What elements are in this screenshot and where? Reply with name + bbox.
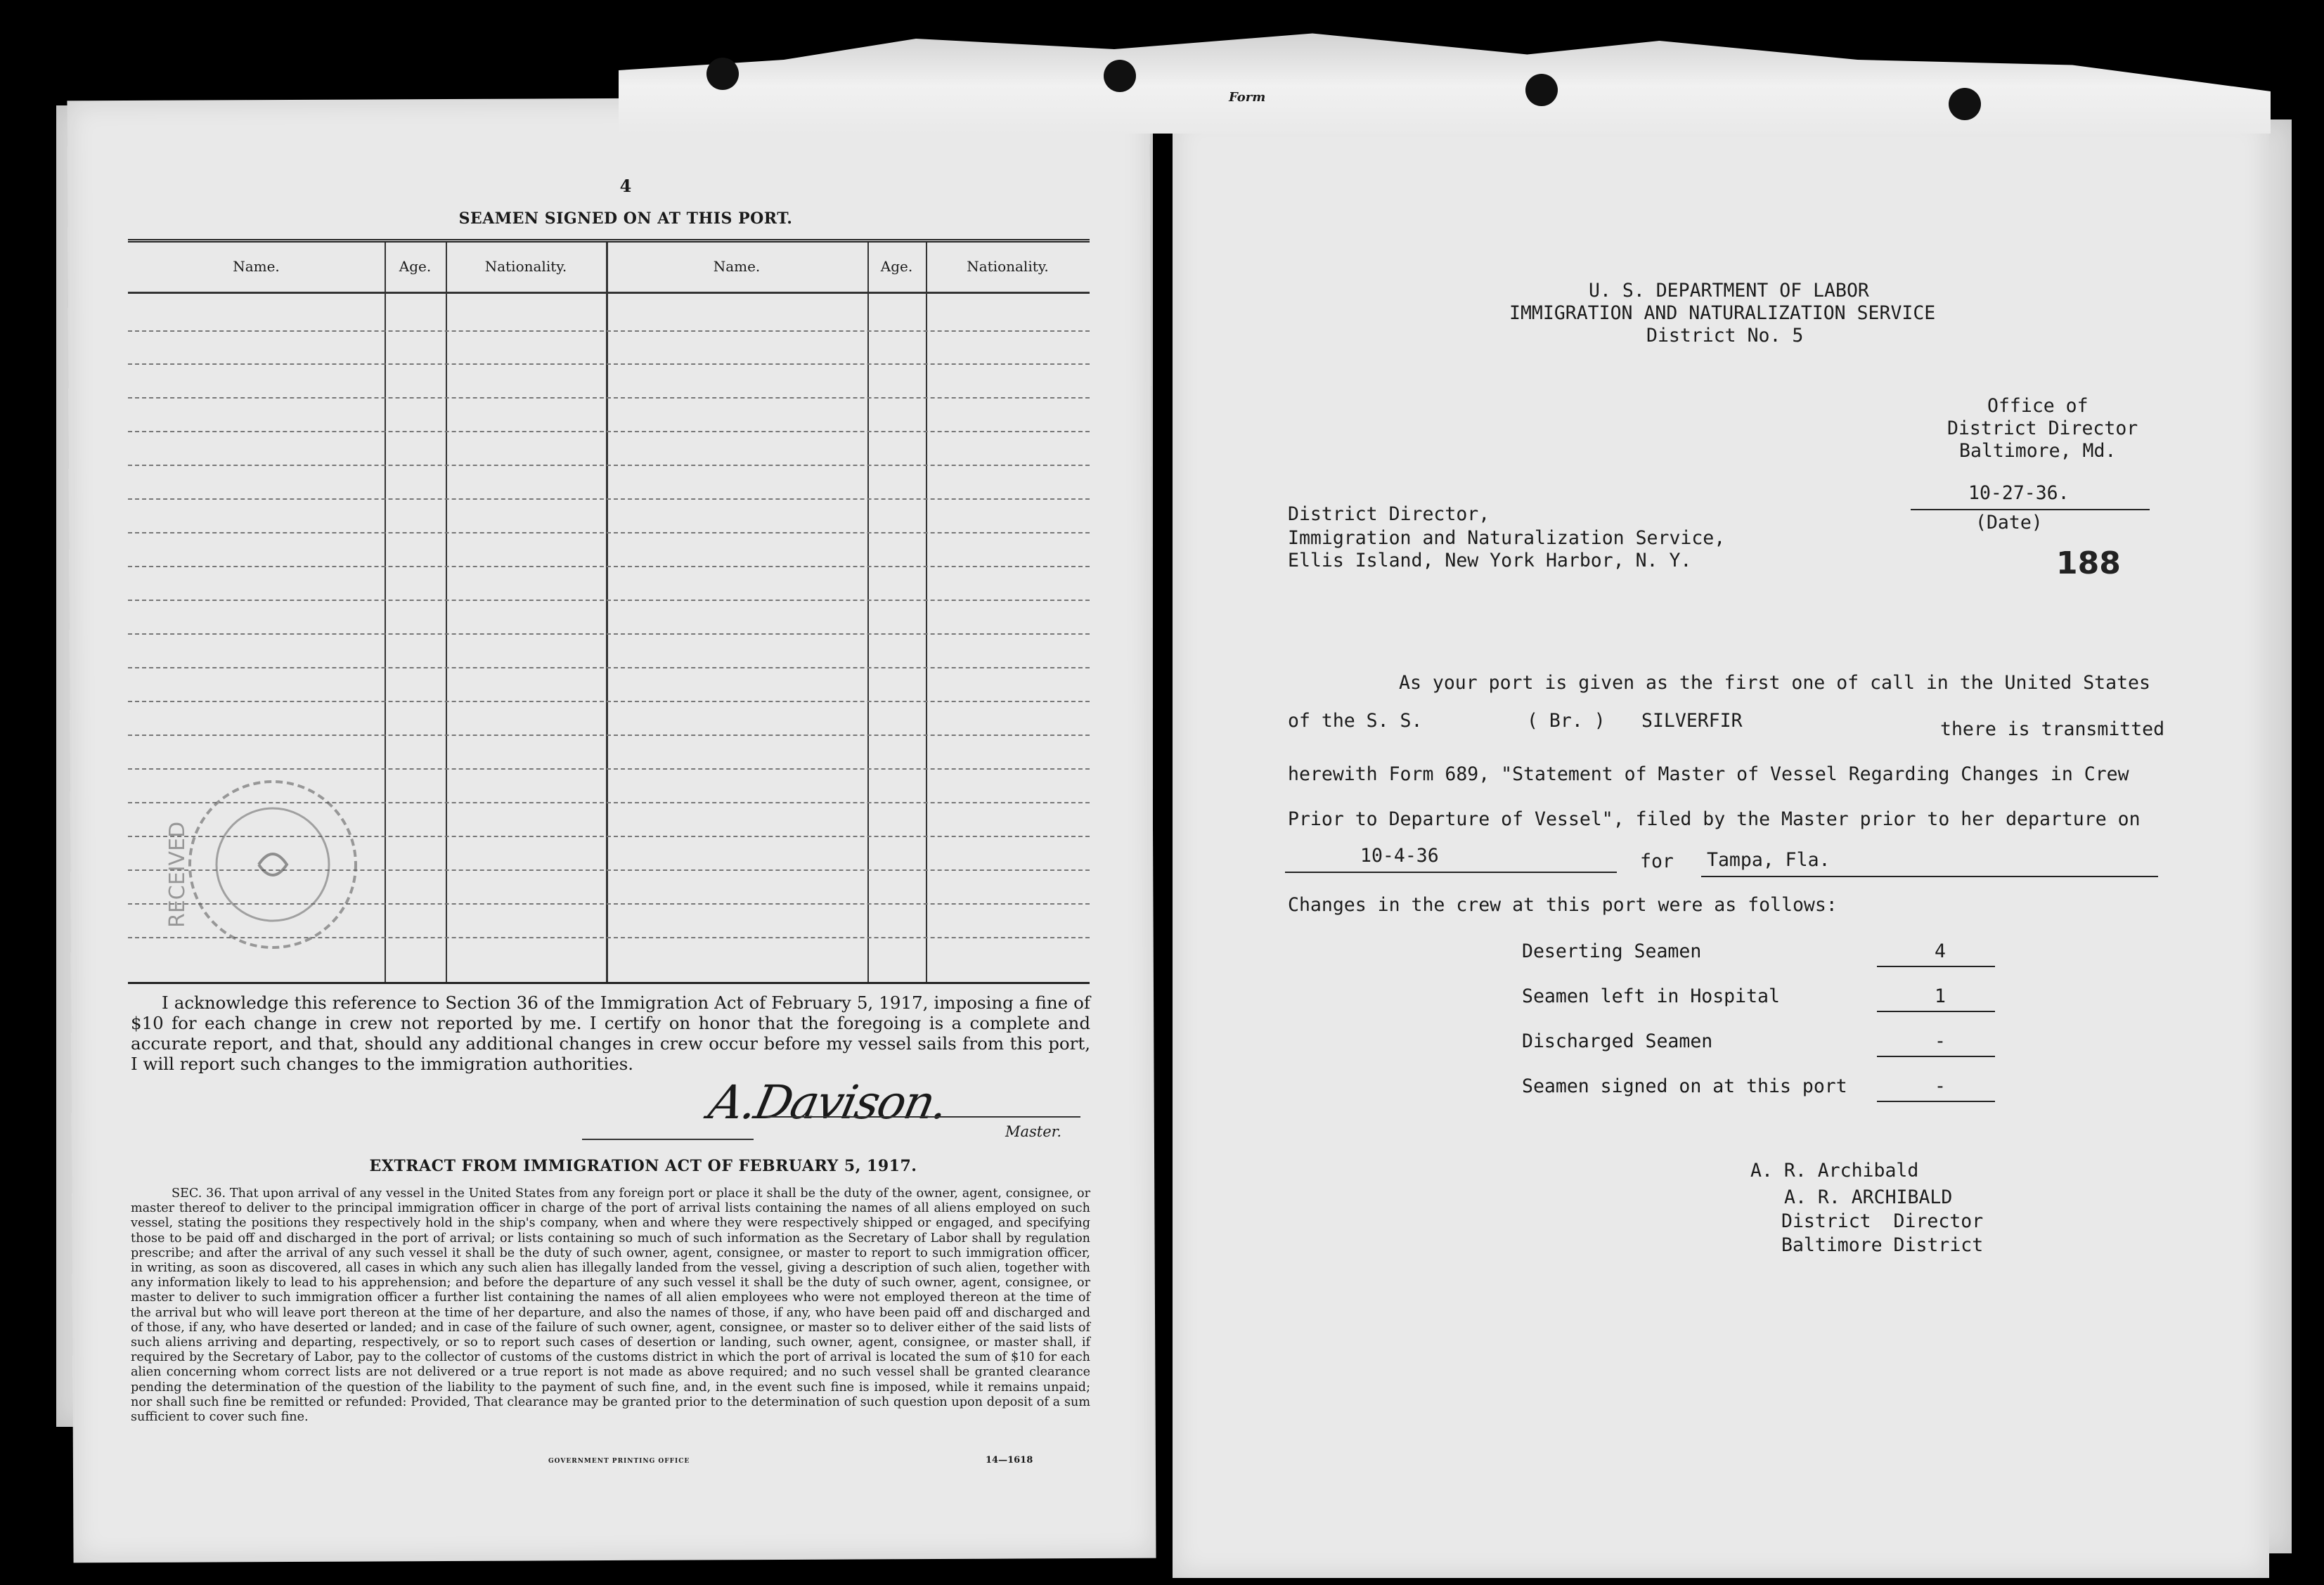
torn-top-edge — [619, 28, 2271, 134]
office-city: Baltimore, Md. — [1959, 440, 2117, 462]
received-stamp — [160, 759, 364, 963]
departure-date-rule — [1285, 872, 1617, 873]
header-age: Age. — [880, 258, 913, 275]
column-divider — [926, 242, 927, 982]
signer-title: District Director — [1781, 1210, 1984, 1232]
office-title: District Director — [1947, 418, 2138, 439]
signature-line — [768, 1116, 1080, 1118]
value-rule — [1877, 1101, 1995, 1102]
body-line: there is transmitted — [1940, 718, 2165, 740]
vessel-name: SILVERFIR — [1641, 710, 1743, 732]
table-row — [128, 532, 1090, 533]
vessel-flag: ( Br. ) — [1527, 710, 1606, 732]
change-label-signed-on: Seamen signed on at this port — [1522, 1075, 1847, 1097]
department-title: U. S. DEPARTMENT OF LABOR — [1589, 280, 1869, 302]
statute-text: SEC. 36. That upon arrival of any vessel in the United States from any foreign port or place it shall be the duty of the owner, agent, consignee, or master thereof to deliver to the principal immigration officer in charge of the port of arrival lists containing the names of all aliens employed on such vessel, stating the positions they respectively hold in the ship's company, when and where they were respectively shipped or engaged, and specifying those to be paid off and discharged in the port of arrival; or lists containing so much of such information as the Secretary of Labor shall by regulation prescribe; and after the arrival of any such vessel it shall be the duty of such owner, agent, consignee, or master to report to such immigration officer, in writing, as soon as discovered, all cases in which any such alien has illegally landed from the vessel, giving a description of such alien, together with any information likely to lead to his apprehension; and before the departure of any such vessel it shall be the duty of such owner, agent, consignee, or master to deliver to such immigration officer a further list containing the names of all alien employees who were not employed thereon at the time of the arrival but who will leave port thereon at the time of her departure, and also the names of those, if any, who have been paid off and discharged and of those, if any, who have deserted or landed; and in case of the failure of such owner, agent, consignee, or master so to deliver either of the said lists of such aliens arriving and departing, respectively, or so to report such cases of desertion or landing, such owner, agent, consignee, or master shall, if required by the Secretary of Labor, pay to the collector of customs of the customs district in which the port of arrival is located the sum of $10 for each alien concerning whom correct lists are not delivered or a true report is not made as above required; and no such vessel shall be granted clearance pending the determination of the question of the liability to the payment of such fine, and, in the event such fine is imposed, while it remains unpaid; nor shall such fine be remitted or refunded: Provided, That clearance may be granted prior to the determination of such question upon deposit of a sum sufficient to cover such fine. — [131, 1186, 1090, 1425]
addressee-line: Ellis Island, New York Harbor, N. Y. — [1288, 550, 1692, 571]
column-divider — [446, 242, 447, 982]
table-row — [128, 330, 1090, 332]
for-label: for — [1640, 850, 1674, 872]
table-row — [128, 363, 1090, 365]
header-rule — [128, 292, 1090, 294]
date-label: (Date) — [1975, 512, 2043, 533]
destination: Tampa, Fla. — [1707, 849, 1831, 871]
reference-number: 188 — [2056, 545, 2121, 581]
form-code: 14—1618 — [986, 1455, 1033, 1466]
printing-office-imprint: GOVERNMENT PRINTING OFFICE — [548, 1458, 690, 1465]
table-row — [128, 701, 1090, 702]
letter-date: 10-27-36. — [1968, 482, 2070, 504]
column-divider — [385, 242, 386, 982]
table-row — [128, 600, 1090, 601]
change-value-deserting: 4 — [1935, 940, 1946, 962]
extract-title: EXTRACT FROM IMMIGRATION ACT OF FEBRUARY 5, 1917. — [369, 1157, 917, 1175]
change-value-signed-on: - — [1935, 1075, 1946, 1097]
punch-hole — [1104, 60, 1136, 92]
punch-hole — [1949, 88, 1981, 120]
column-divider — [867, 242, 869, 982]
signer-district: Baltimore District — [1781, 1234, 1984, 1256]
page-number: 4 — [619, 176, 632, 196]
addressee-line: District Director, — [1288, 503, 1490, 525]
changes-intro: Changes in the crew at this port were as follows: — [1288, 894, 1838, 916]
signature-line — [582, 1139, 754, 1140]
master-acknowledgement: I acknowledge this reference to Section 36 of the Immigration Act of February 5, 1917, imposing a fine of $10 for each change in crew not reported by me. I certify on honor that the foregoing is a complete and accurate report, and that, should any additional changes in crew occur before my vessel sails from this port, I will report such changes to the immigration authorities. — [131, 992, 1090, 1074]
table-row — [128, 667, 1090, 668]
body-line: herewith Form 689, "Statement of Master of Vessel Regarding Changes in Crew — [1288, 763, 2129, 785]
service-title: IMMIGRATION AND NATURALIZATION SERVICE — [1509, 302, 1936, 324]
date-rule — [1911, 509, 2150, 510]
header-name: Name. — [713, 258, 761, 275]
change-label-hospital: Seamen left in Hospital — [1522, 985, 1780, 1007]
form-tab-label: Form — [1229, 90, 1266, 105]
table-row — [128, 566, 1090, 567]
value-rule — [1877, 966, 1995, 967]
change-value-hospital: 1 — [1935, 985, 1946, 1007]
header-name: Name. — [233, 258, 280, 275]
table-row — [128, 735, 1090, 736]
table-row — [128, 431, 1090, 432]
header-nationality: Nationality. — [967, 258, 1049, 275]
header-nationality: Nationality. — [484, 258, 567, 275]
master-label: Master. — [1005, 1123, 1062, 1140]
punch-hole — [1525, 74, 1558, 106]
master-signature: A.Davison. — [704, 1075, 953, 1130]
body-line: As your port is given as the first one of call in the United States — [1399, 672, 2150, 694]
punch-hole — [706, 58, 739, 90]
section-title: SEAMEN SIGNED ON AT THIS PORT. — [458, 209, 793, 228]
stamped-signature: A. R. Archibald — [1750, 1160, 1919, 1182]
departure-date: 10-4-36 — [1360, 845, 1439, 867]
change-value-discharged: - — [1935, 1030, 1946, 1052]
table-row — [128, 498, 1090, 500]
signer-name: A. R. ARCHIBALD — [1784, 1186, 1953, 1208]
body-line: of the S. S. — [1288, 710, 1423, 732]
body-line: Prior to Departure of Vessel", filed by the Master prior to her departure on — [1288, 808, 2141, 830]
office-of: Office of — [1987, 395, 2089, 417]
value-rule — [1877, 1056, 1995, 1057]
column-divider — [606, 242, 608, 982]
stamp-label: RECEIVED — [165, 821, 190, 928]
destination-rule — [1701, 876, 2158, 877]
header-age: Age. — [399, 258, 432, 275]
change-label-discharged: Discharged Seamen — [1522, 1030, 1713, 1052]
change-label-deserting: Deserting Seamen — [1522, 940, 1702, 962]
district-number: District No. 5 — [1646, 325, 1804, 347]
value-rule — [1877, 1011, 1995, 1012]
addressee-line: Immigration and Naturalization Service, — [1288, 527, 1726, 549]
table-row — [128, 397, 1090, 399]
table-row — [128, 633, 1090, 635]
table-row — [128, 465, 1090, 466]
